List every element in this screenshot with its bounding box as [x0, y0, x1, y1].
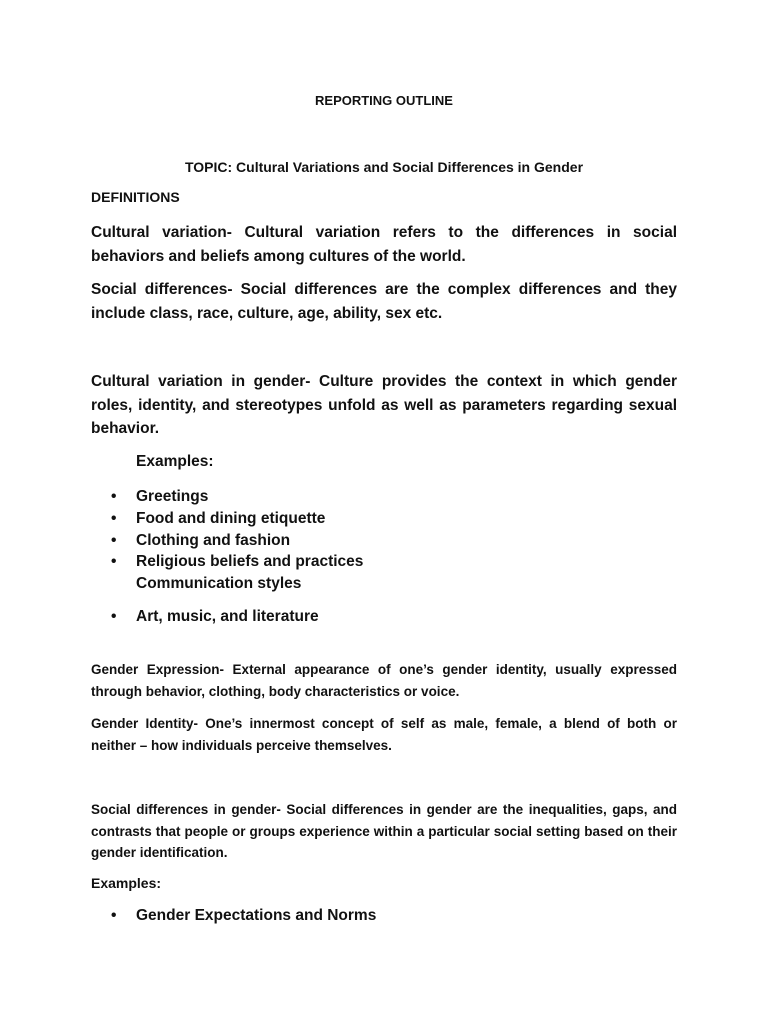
bullet-icon: •: [111, 488, 117, 505]
list-item: [111, 486, 363, 508]
social-differences-paragraph: Social differences- Social differences are the complex differences and they include class, race, culture, age, ability, sex etc.: [91, 281, 677, 322]
definitions-heading: DEFINITIONS: [91, 189, 180, 205]
cultural-variation-paragraph: Cultural variation- Cultural variation refers to the differences in social behaviors and beliefs among cultures of the world.: [91, 224, 677, 265]
gender-identity-paragraph: Gender Identity- One’s innermost concept of self as male, female, a blend of both or neither – how individuals perceive themselves.: [91, 716, 677, 753]
list-item: [111, 530, 363, 552]
bullet-icon: •: [111, 608, 117, 625]
list-item: [111, 573, 363, 595]
gender-expression-paragraph: Gender Expression- External appearance of one’s gender identity, usually expressed through behavior, clothing, body characteristics or voice.: [91, 662, 677, 699]
list-item: [111, 606, 319, 628]
list-item-text: Greetings: [136, 488, 209, 505]
examples-list-2: [111, 606, 319, 628]
list-item-text: Art, music, and literature: [136, 608, 319, 625]
topic-line: TOPIC: Cultural Variations and Social Differences in Gender: [184, 159, 584, 175]
list-item: [111, 551, 363, 573]
examples-list-1: [111, 486, 363, 595]
cultural-variation-gender-paragraph: Cultural variation in gender- Culture provides the context in which gender roles, identity, and stereotypes unfold as well as parameters regarding sexual behavior.: [91, 373, 677, 437]
list-item-text: Gender Expectations and Norms: [136, 907, 377, 924]
list-item: [111, 905, 376, 927]
bullet-icon: •: [111, 509, 117, 527]
list-item-text: Religious beliefs and practices: [136, 553, 364, 571]
examples-label-1: Examples:: [136, 453, 214, 470]
list-item: [111, 508, 363, 530]
document-title: REPORTING OUTLINE: [315, 93, 453, 108]
list-item-text: Food and dining etiquette: [136, 509, 326, 527]
examples-label-2: Examples:: [91, 875, 162, 891]
bullet-icon: •: [111, 531, 117, 549]
bullet-icon: •: [111, 553, 117, 571]
bullet-icon: •: [111, 907, 117, 924]
examples-list-3: [111, 905, 376, 927]
list-item-text: Communication styles: [136, 575, 302, 593]
list-item-text: Clothing and fashion: [136, 531, 291, 549]
social-differences-gender-paragraph: Social differences in gender- Social differences in gender are the inequalities, gaps, and contrasts that people or groups experience within a particular social setting based on their gender identification.: [91, 802, 677, 860]
